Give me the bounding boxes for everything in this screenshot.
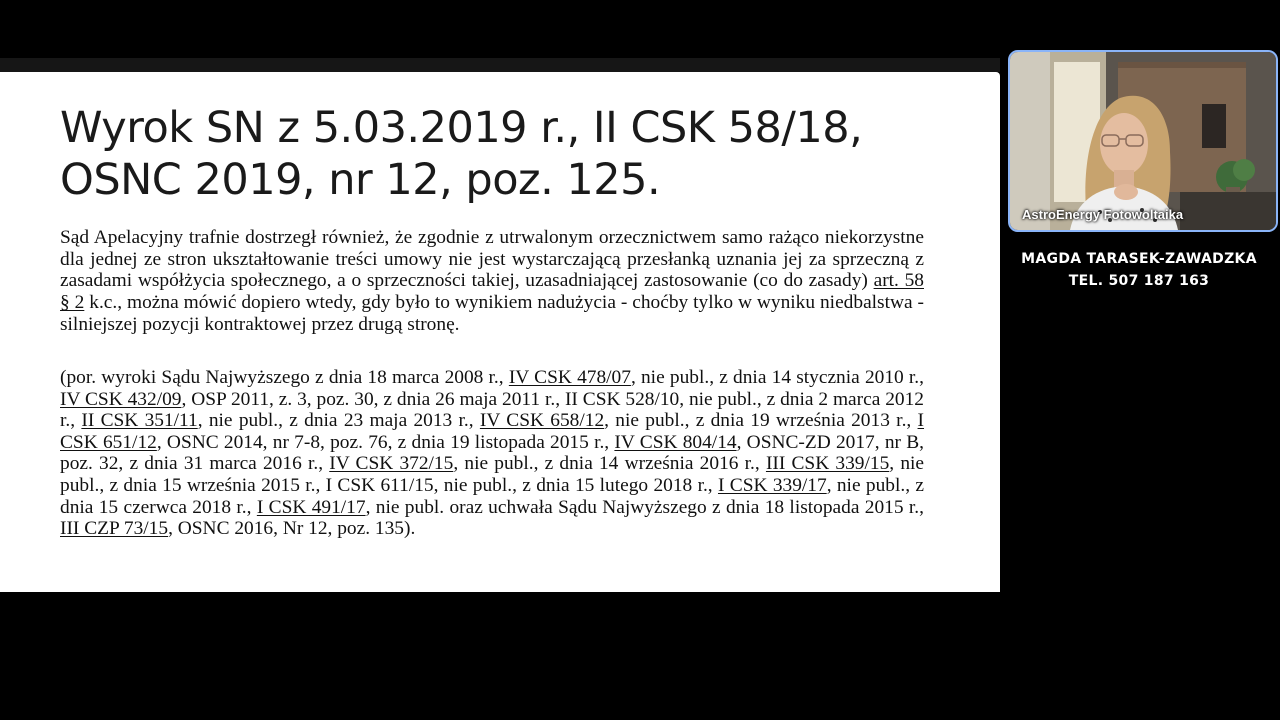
participant-video-feed: [1010, 52, 1276, 230]
refs-text: (por. wyroki Sądu Najwyższego z dnia 18 marca 2008 r.,: [60, 367, 509, 388]
refs-text: , OSNC-ZD 2017, nr B, poz. 32, z dnia 31 marca 2016 r.,: [60, 431, 925, 475]
speaker-name: MAGDA TARASEK-ZAWADZKA: [1021, 251, 1257, 267]
participant-name-label: AstroEnergy Fotowoltaika: [1022, 207, 1184, 222]
refs-text: , nie publ., z dnia 23 maja 2013 r.,: [197, 410, 480, 432]
article-link[interactable]: art. 58 § 2: [60, 270, 924, 314]
speaker-phone: TEL. 507 187 163: [1068, 273, 1210, 289]
refs-text: , OSNC 2014, nr 7-8, poz. 76, z dnia 19 listopada 2015 r.,: [156, 431, 615, 453]
case-link[interactable]: II CSK 351/11: [81, 410, 198, 432]
participant-video-tile[interactable]: [1008, 50, 1278, 232]
case-link[interactable]: IV CSK 478/07: [508, 367, 631, 388]
refs-text: , nie publ., z dnia 15 września 2015 r., I CSK 611/15, nie publ., z dnia 15 lutego 2018 r.,: [60, 453, 925, 496]
refs-text: , nie publ., z dnia 19 września 2013 r.,: [604, 410, 918, 432]
quote-text-part-1: Sąd Apelacyjny trafnie dostrzegł również, że zgodnie z utrwalonym orzecznictwem samo rażąco niekorzystne dla jednej ze stron ukształtowanie treści umowy nie jest wystarczającą przesłanką uznania jej za sprzeczną z zasadami współżycia społecznego, a o sprzeczności takiej, uzasadniającej zastosowanie (co do zasady): [60, 227, 924, 292]
case-references: [60, 367, 924, 540]
case-link[interactable]: IV CSK 432/09: [60, 388, 182, 410]
slide-title-line-1: Wyrok SN z 5.03.2019 r., II CSK 58/18,: [60, 103, 863, 153]
refs-text: , OSP 2011, z. 3, poz. 30, z dnia 26 maja 2011 r., II CSK 528/10, nie publ., z dnia 2 marca 2012 r.,: [60, 388, 925, 432]
slide-title: [60, 102, 960, 206]
refs-text: , nie publ., z dnia 15 czerwca 2018 r.,: [60, 474, 924, 518]
case-link[interactable]: III CSK 339/15: [765, 453, 890, 475]
case-link[interactable]: IV CSK 658/12: [479, 410, 605, 432]
refs-text: , nie publ. oraz uchwała Sądu Najwyższego z dnia 18 listopada 2015 r.,: [365, 496, 924, 518]
refs-text: , nie publ., z dnia 14 stycznia 2010 r.,: [630, 367, 925, 388]
case-link[interactable]: I CSK 339/17: [717, 474, 827, 496]
case-link[interactable]: I CSK 651/12: [60, 410, 925, 453]
refs-text: , OSNC 2016, Nr 12, poz. 135).: [168, 518, 416, 540]
judgment-quote: [60, 227, 924, 336]
refs-text: , nie publ., z dnia 14 września 2016 r.,: [453, 453, 766, 475]
speaker-caption: [1003, 248, 1275, 292]
case-link[interactable]: IV CSK 804/14: [614, 431, 737, 453]
presentation-slide: [0, 72, 1000, 592]
case-link[interactable]: III CZP 73/15: [60, 518, 169, 540]
case-link[interactable]: I CSK 491/17: [256, 496, 366, 518]
case-link[interactable]: IV CSK 372/15: [329, 453, 454, 475]
slide-title-line-2: OSNC 2019, nr 12, poz. 125.: [60, 155, 661, 205]
quote-text-part-2: k.c., można mówić dopiero wtedy, gdy było to wynikiem nadużycia - choćby tylko w wyniku niedbalstwa - silniejszej pozycji kontraktowej przez drugą stronę.: [60, 292, 924, 335]
screen-top-strip: [0, 58, 1000, 72]
